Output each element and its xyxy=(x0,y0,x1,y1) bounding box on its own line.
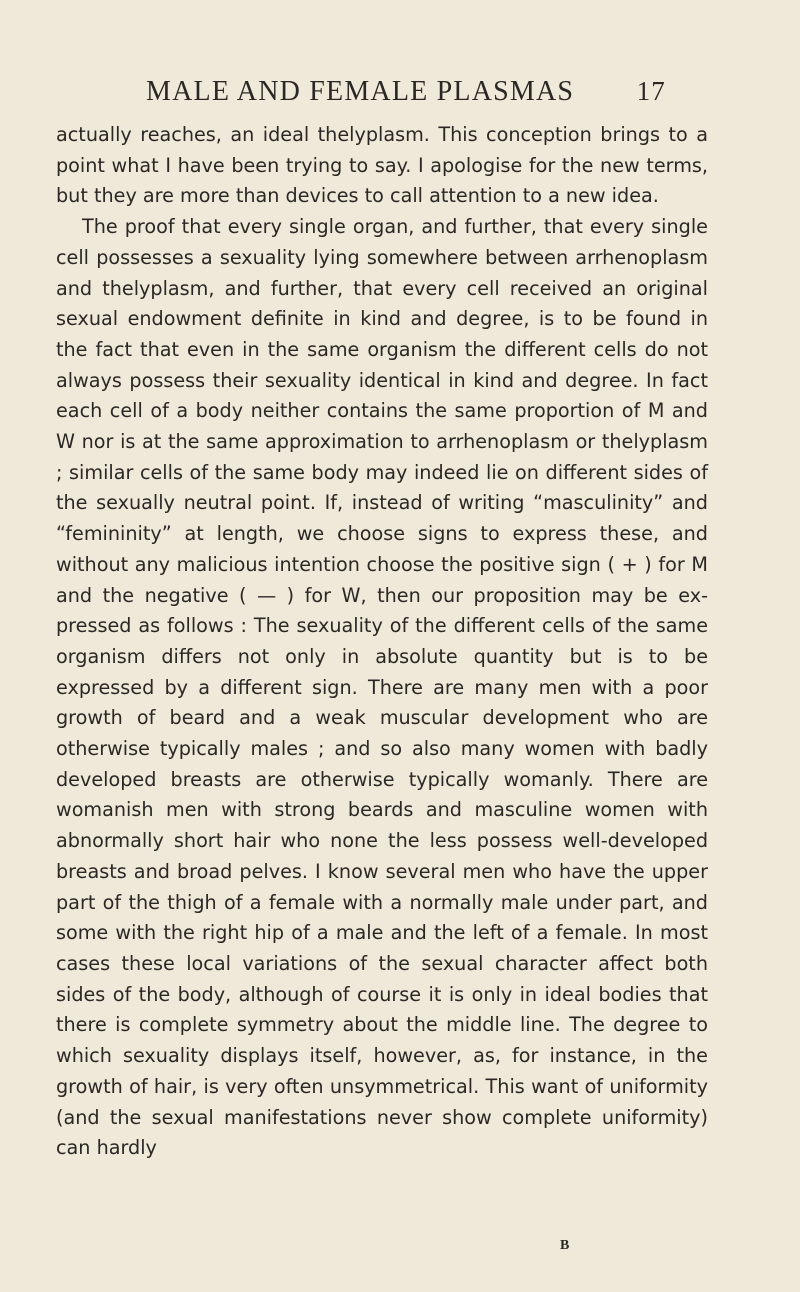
paragraph-continued: actually reaches, an ideal thelyplasm. This conception brings to a point what I have been trying to say. I apologise for the new terms, but they are more than devices to call attention to a new idea. xyxy=(56,123,708,208)
page-number: 17 xyxy=(636,76,666,106)
body-text xyxy=(56,120,708,1164)
running-title: MALE AND FEMALE PLASMAS xyxy=(146,76,575,107)
signature-mark: B xyxy=(560,1238,570,1253)
running-header xyxy=(146,76,666,110)
paragraph: The proof that every single organ, and further, that every single cell possesses a sexuality lying somewhere between arrhenoplasm and thelyplasm, and further, that every cell received an original sexual endowment definite in kind and degree, is to be found in the fact that even in the same organism the different cells do not always possess their sexuality identical in kind and degree. In fact each cell of a body neither contains the same proportion of M and W nor is at the same approximation to arrhenoplasm or thelyplasm ; similar cells of the same body may indeed lie on different sides of the sexually neutral point. If, instead of writing “masculinity” and “femininity” at length, we choose signs to express these, and without any malicious intention choose the positive sign ( + ) for M and the negative ( — ) for W, then our proposition may be expressed as follows : The sexuality of the different cells of the same organism differs not only in absolute quantity but is to be expressed by a different sign. There are many men with a poor growth of beard and a weak muscular development who are otherwise typically males ; and so also many women with badly developed breasts are otherwise typically womanly. There are womanish men with strong beards and masculine women with abnormally short hair who none the less possess well-developed breasts and broad pelves. I know several men who have the upper part of the thigh of a female with a normally male under part, and some with the right hip of a male and the left of a female. In most cases these local variations of the sexual character affect both sides of the body, although of course it is only in ideal bodies that there is complete symmetry about the middle line. The degree to which sexuality displays itself, however, as, for instance, in the growth of hair, is very often unsymmetrical. This want of uniformity (and the sexual manifestations never show complete uniformity) can hardly xyxy=(56,215,708,1160)
